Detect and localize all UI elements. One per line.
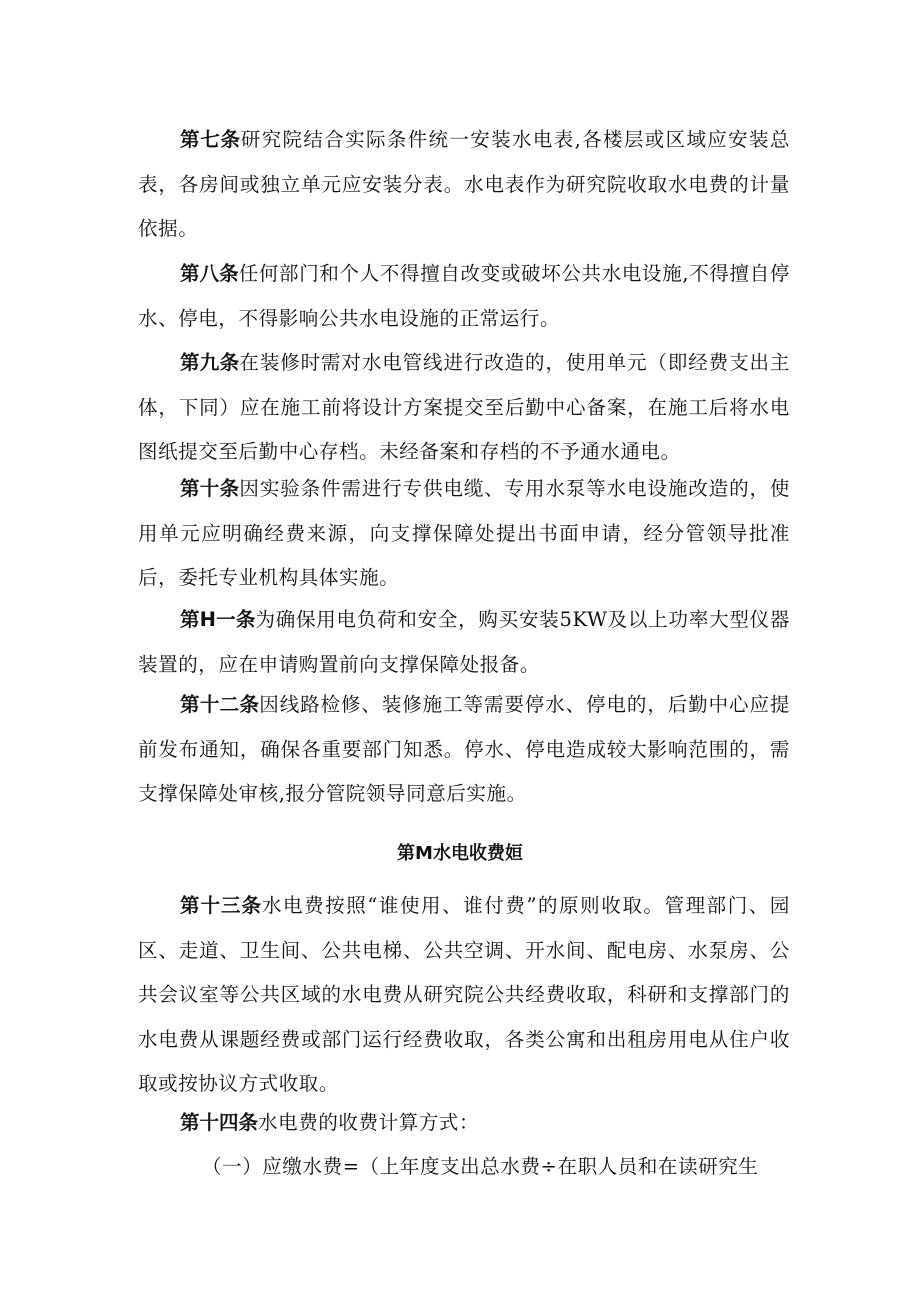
article-text: 在装修时需对水电管线进行改造的，使用单元（即经费支出主体，下同）应在施工前将设计方案提交至后勤中心备案，在施工后将水电图纸提交至后勤中心存档。未经备案和存档的不予通水通电。 — [138, 351, 790, 463]
article-label: 第十条 — [180, 477, 240, 500]
article-14 — [138, 1101, 790, 1146]
article-text: 水电费的收费计算方式： — [258, 1111, 480, 1134]
list-item: （一）应缴水费=（上年度支出总水费÷在职人员和在读研究生 — [202, 1155, 759, 1178]
article-11 — [138, 598, 790, 687]
article-10 — [138, 467, 790, 601]
article-label: 第十三条 — [180, 894, 262, 917]
article-text: 因线路检修、装修施工等需要停水、停电的，后勤中心应提前发布通知，确保各重要部门知悉。停水、停电造成较大影响范围的，需支撑保障处审核,报分管院领导同意后实施。 — [138, 693, 790, 805]
article-9 — [138, 341, 790, 475]
article-text: 研究院结合实际条件统一安装水电表,各楼层或区域应安装总表，各房间或独立单元应安装分表。水电表作为研究院收取水电费的计量依据。 — [138, 128, 790, 240]
article-text: 因实验条件需进行专供电缆、专用水泵等水电设施改造的，使用单元应明确经费来源，向支撑保障处提出书面申请，经分管领导批准后，委托专业机构具体实施。 — [138, 477, 790, 589]
section-heading: 第M水电收费姮 — [397, 843, 523, 864]
article-label: 第七条 — [180, 128, 241, 151]
article-8 — [138, 252, 790, 341]
article-13 — [138, 884, 790, 1107]
article-12 — [138, 683, 790, 817]
article-text: 水电费按照“谁使用、谁付费”的原则收取。管理部门、园区、走道、卫生间、公共电梯、公共空调、开水间、配电房、水泵房、公共会议室等公共区域的水电费从研究院公共经费收取，科研和支撑部门的水电费从课题经费或部门运行经费收取，各类公寓和出租房用电从住户收取或按协议方式收取。 — [138, 894, 790, 1095]
article-text: 为确保用电负荷和安全，购买安装5KW及以上功率大型仪器装置的，应在申请购置前向支撑保障处报备。 — [138, 608, 790, 676]
article-label: 第H一条 — [180, 608, 256, 631]
article-label: 第十四条 — [180, 1111, 259, 1134]
article-7 — [138, 118, 790, 252]
article-label: 第九条 — [180, 351, 240, 374]
article-text: 任何部门和个人不得擅自改变或破坏公共水电设施,不得擅自停水、停电，不得影响公共水电设施的正常运行。 — [138, 262, 790, 330]
article-label: 第八条 — [180, 262, 239, 285]
article-label: 第十二条 — [180, 693, 260, 716]
